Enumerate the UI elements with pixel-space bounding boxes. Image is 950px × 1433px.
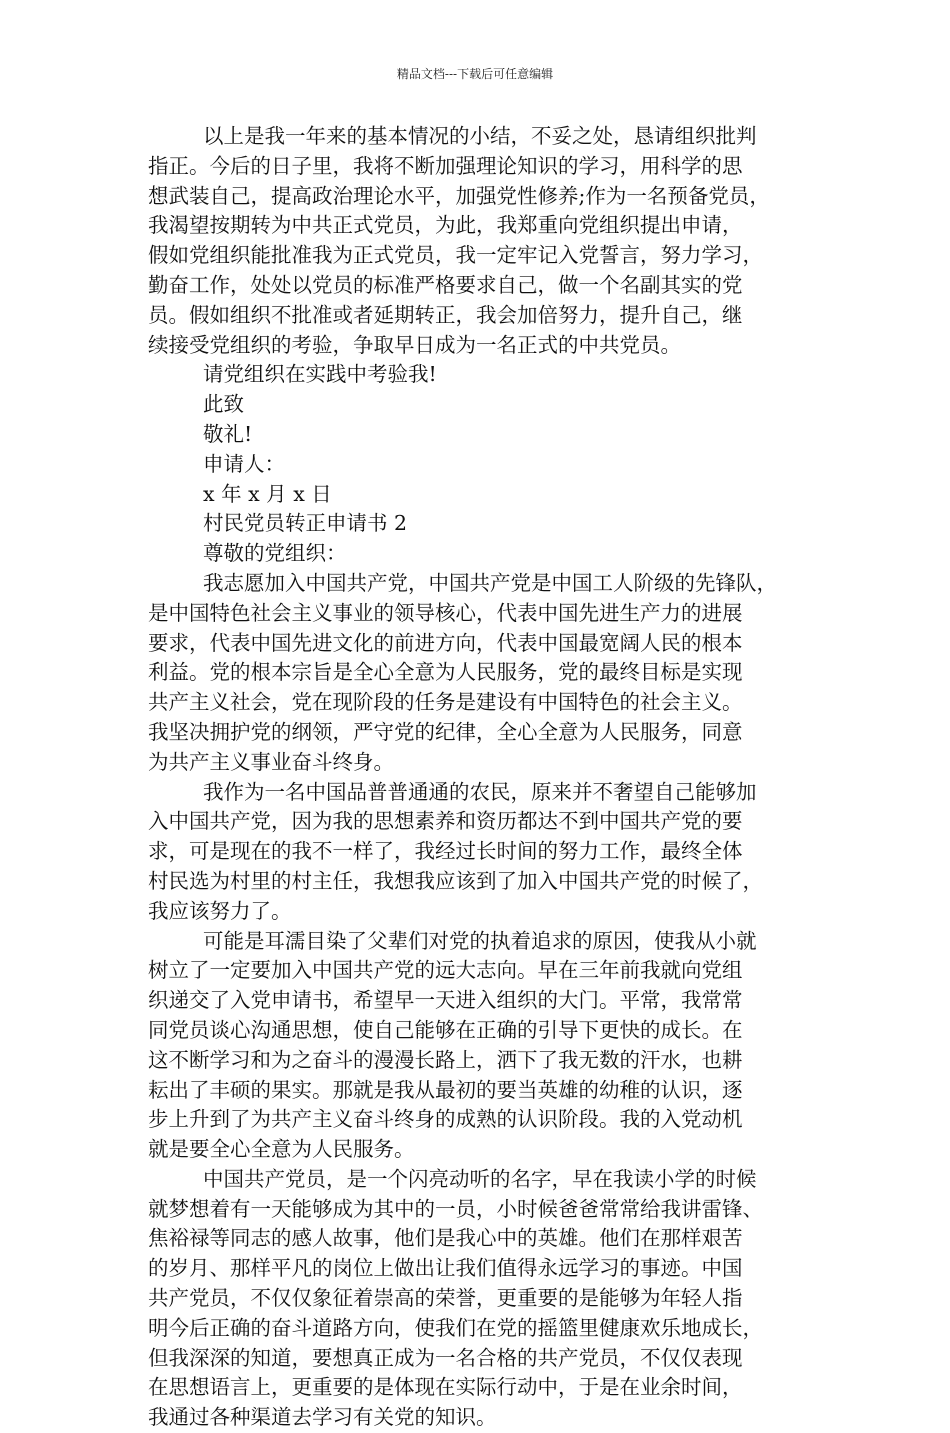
text-line: 织递交了入党申请书，希望早一天进入组织的大门。平常，我常常 <box>148 988 743 1013</box>
text-line: 中国共产党员，是一个闪亮动听的名字，早在我读小学的时候 <box>203 1166 757 1191</box>
text-line: 就梦想着有一天能够成为其中的一员，小时候爸爸常常给我讲雷锋、 <box>148 1196 763 1221</box>
text-line: 我通过各种渠道去学习有关党的知识。 <box>148 1405 497 1430</box>
text-line: 指正。今后的日子里，我将不断加强理论知识的学习，用科学的思 <box>148 153 743 178</box>
text-line: 为共产主义事业奋斗终身。 <box>148 749 394 774</box>
text-line: 续接受党组织的考验，争取早日成为一名正式的中共党员。 <box>148 332 681 357</box>
text-line: 焦裕禄等同志的感人故事，他们是我心中的英雄。他们在那样艰苦 <box>148 1226 743 1251</box>
text-line: 想武装自己，提高政治理论水平，加强党性修养;作为一名预备党员， <box>148 183 770 208</box>
text-line: 我渴望按期转为中共正式党员，为此，我郑重向党组织提出申请， <box>148 213 743 238</box>
text-line: 利益。党的根本宗旨是全心全意为人民服务，党的最终目标是实现 <box>148 660 743 685</box>
text-line: 求，可是现在的我不一样了，我经过长时间的努力工作，最终全体 <box>148 839 743 864</box>
text-line: 村民党员转正申请书 2 <box>203 511 408 536</box>
text-line: 可能是耳濡目染了父辈们对党的执着追求的原因，使我从小就 <box>203 928 757 953</box>
text-line: 就是要全心全意为人民服务。 <box>148 1137 415 1162</box>
text-line: 要求，代表中国先进文化的前进方向，代表中国最宽阔人民的根本 <box>148 630 743 655</box>
page-header: 精品文档---下载后可任意编辑 <box>396 67 554 81</box>
text-line: 耘出了丰硕的果实。那就是我从最初的要当英雄的幼稚的认识，逐 <box>148 1077 743 1102</box>
text-line: 共产主义社会，党在现阶段的任务是建设有中国特色的社会主义。 <box>148 690 743 715</box>
text-line: 在思想语言上，更重要的是体现在实际行动中，于是在业余时间， <box>148 1375 743 1400</box>
document-body <box>148 122 816 1433</box>
text-line: 村民选为村里的村主任，我想我应该到了加入中国共产党的时候了， <box>148 868 763 893</box>
text-line: 入中国共产党，因为我的思想素养和资历都达不到中国共产党的要 <box>148 809 743 834</box>
text-line: 共产党员，不仅仅象征着崇高的荣誉，更重要的是能够为年轻人指 <box>148 1286 743 1311</box>
text-line: 以上是我一年来的基本情况的小结，不妥之处，恳请组织批判 <box>203 124 757 148</box>
text-line: 我作为一名中国品普普通通的农民，原来并不奢望自己能够加 <box>203 779 757 804</box>
text-line: 同党员谈心沟通思想，使自己能够在正确的引导下更快的成长。在 <box>148 1017 743 1042</box>
text-line: 请党组织在实践中考验我! <box>203 362 437 387</box>
text-line: 员。假如组织不批准或者延期转正，我会加倍努力，提升自己，继 <box>148 302 743 327</box>
text-line: 但我深深的知道，要想真正成为一名合格的共产党员，不仅仅表现 <box>148 1345 743 1370</box>
text-line: x 年 x 月 x 日 <box>203 481 332 506</box>
text-line: 勤奋工作，处处以党员的标准严格要求自己，做一个名副其实的党 <box>148 272 743 297</box>
text-line: 是中国特色社会主义事业的领导核心，代表中国先进生产力的进展 <box>148 600 743 625</box>
text-line: 的岁月、那样平凡的岗位上做出让我们值得永远学习的事迹。中国 <box>148 1256 743 1281</box>
text-line: 步上升到了为共产主义奋斗终身的成熟的认识阶段。我的入党动机 <box>148 1107 743 1132</box>
text-line: 明今后正确的奋斗道路方向，使我们在党的摇篮里健康欢乐地成长， <box>148 1315 763 1340</box>
text-line: 这不断学习和为之奋斗的漫漫长路上，洒下了我无数的汗水，也耕 <box>148 1047 743 1072</box>
text-line: 申请人： <box>203 451 285 476</box>
text-line: 我坚决拥护党的纲领，严守党的纪律，全心全意为人民服务，同意 <box>148 719 743 744</box>
text-line: 树立了一定要加入中国共产党的远大志向。早在三年前我就向党组 <box>148 958 743 983</box>
text-line: 我应该努力了。 <box>148 898 292 923</box>
text-line: 此致 <box>203 392 244 417</box>
text-line: 敬礼! <box>203 421 253 446</box>
text-line: 假如党组织能批准我为正式党员，我一定牢记入党誓言，努力学习， <box>148 243 763 268</box>
text-line: 我志愿加入中国共产党，中国共产党是中国工人阶级的先锋队， <box>203 570 777 595</box>
text-line: 尊敬的党组织： <box>203 541 347 566</box>
